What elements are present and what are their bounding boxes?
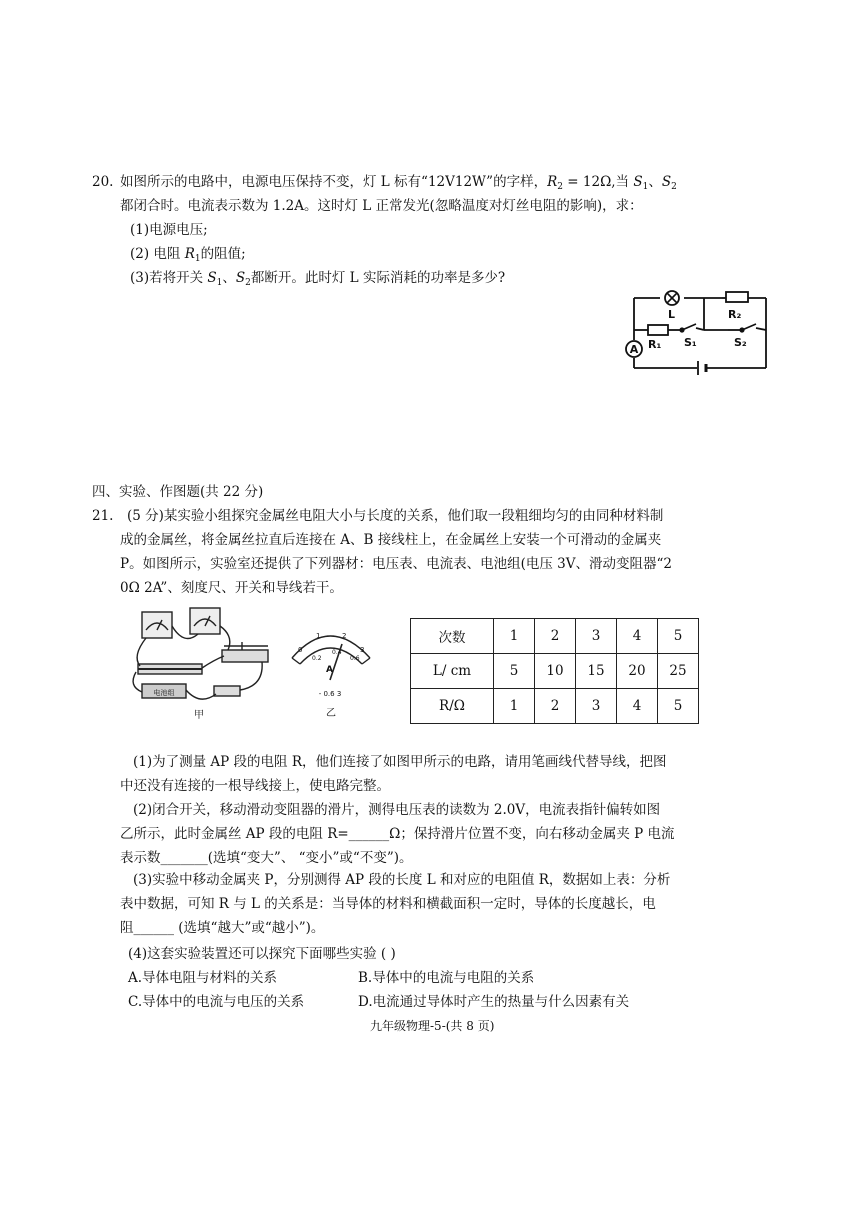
q21-part2-line2: 乙所示，此时金属丝 AP 段的电阻 R=______Ω；保持滑片位置不变，向右移动金属夹 P 电流 <box>120 826 675 842</box>
q20-line2: 都闭合时。电流表示数为 1.2A。这时灯 L 正常发光(忽略温度对灯丝电阻的影响)，求： <box>120 198 643 214</box>
s2-label: S₂ <box>734 336 747 349</box>
data-table <box>410 618 699 724</box>
figure-yi-ammeter <box>286 618 376 718</box>
table-cell: 10 <box>535 654 576 689</box>
r1-symbol: R <box>184 246 195 262</box>
q20-sub3-text: (3)若将开关 <box>130 270 208 286</box>
q21-line3: P。如图所示，实验室还提供了下列器材：电压表、电流表、电池组(电压 3V、滑动变阻器“2 <box>120 556 672 572</box>
r2-resistor <box>726 292 748 302</box>
s2-symbol: S <box>661 174 672 190</box>
figure-jia-apparatus <box>124 606 274 722</box>
q20-sub2 <box>130 244 246 269</box>
table-header-cell: L/ cm <box>411 654 494 689</box>
q20-sub2-text: (2) 电阻 <box>130 246 185 262</box>
s1-subscript: 1 <box>216 278 223 288</box>
s2-symbol: S <box>235 270 246 286</box>
scale-label-0: 0 <box>298 646 303 654</box>
r2-label: R₂ <box>728 308 742 321</box>
scale-label-3: 3 <box>360 646 365 654</box>
r2-symbol: R <box>547 174 558 190</box>
table-cell: 2 <box>535 689 576 724</box>
r1-label: R₁ <box>648 338 662 351</box>
table-cell: 3 <box>576 619 617 654</box>
ammeter-label: A <box>629 343 639 356</box>
q21-part4: (4)这套实验装置还可以探究下面哪些实验 ( ) <box>128 946 396 962</box>
q20-line1-text: 如图所示的电路中，电源电压保持不变，灯 L 标有“12V12W”的字样， <box>120 174 548 190</box>
battery-icon <box>698 361 706 375</box>
q21-part3-line1: (3)实验中移动金属夹 P，分别测得 AP 段的长度 L 和对应的电阻值 R，数据如上表：分析 <box>133 872 671 888</box>
r2-equation: = 12Ω,当 <box>563 174 634 190</box>
s1-symbol: S <box>207 270 217 286</box>
table-cell: 5 <box>658 619 699 654</box>
table-header-cell: 次数 <box>411 619 494 654</box>
table-row <box>411 654 699 689</box>
meter-terminals: - 0.6 3 <box>318 690 342 698</box>
table-cell: 1 <box>494 619 535 654</box>
q20-sub3 <box>130 268 505 293</box>
table-cell: 4 <box>617 689 658 724</box>
s2-subscript: 2 <box>245 278 251 288</box>
q21-number: 21. <box>92 508 114 524</box>
battery-label: 电池组 <box>153 689 175 697</box>
option-c: C.导体中的电流与电压的关系 <box>128 994 305 1010</box>
lamp-icon <box>665 291 679 305</box>
switch-s1-icon <box>680 324 696 332</box>
table-cell: 25 <box>658 654 699 689</box>
s2-subscript: 2 <box>671 182 677 192</box>
table-cell: 5 <box>494 654 535 689</box>
table-header-cell: R/Ω <box>411 689 494 724</box>
q20-line1 <box>120 172 677 197</box>
q21-part3-line3: 阻______ (选填“越大”或“越小”)。 <box>120 920 325 936</box>
page-footer: 九年级物理-5-(共 8 页) <box>370 1019 495 1033</box>
q21-line2: 成的金属丝，将金属丝拉直后连接在 A、B 接线柱上，在金属丝上安装一个可滑动的金属夹 <box>120 532 662 548</box>
q21-part1-line2: 中还没有连接的一根导线接上，使电路完整。 <box>120 778 390 794</box>
scale-label-0.2: 0.2 <box>312 655 322 662</box>
table-cell: 5 <box>658 689 699 724</box>
s1-symbol: S <box>633 174 643 190</box>
section-title: 四、实验、作图题(共 22 分) <box>92 484 264 500</box>
table-cell: 20 <box>617 654 658 689</box>
scale-label-2: 2 <box>342 632 347 640</box>
q21-part2-line1: (2)闭合开关，移动滑动变阻器的滑片，测得电压表的读数为 2.0V，电流表指针偏转如图 <box>133 802 661 818</box>
table-cell: 3 <box>576 689 617 724</box>
ammeter-icon <box>626 341 642 357</box>
q21-part1-line1: (1)为了测量 AP 段的电阻 R，他们连接了如图甲所示的电路，请用笔画线代替导线，把图 <box>133 754 667 770</box>
s1-subscript: 1 <box>642 182 649 192</box>
separator: 、 <box>222 270 236 286</box>
scale-label-1: 1 <box>316 632 321 640</box>
fig-jia-label: 甲 <box>194 710 204 721</box>
q21-part2-line3: 表示数_______(选填“变大”、 “变小”或“不变”)。 <box>120 850 413 866</box>
meter-letter: A <box>326 665 333 675</box>
table-row <box>411 619 699 654</box>
separator: 、 <box>648 174 662 190</box>
option-a: A.导体电阻与材料的关系 <box>128 970 278 986</box>
table-cell: 4 <box>617 619 658 654</box>
circuit-diagram <box>622 286 772 376</box>
q21-line4: 0Ω 2A”、刻度尺、开关和导线若干。 <box>120 580 343 596</box>
table-row <box>411 689 699 724</box>
table-cell: 15 <box>576 654 617 689</box>
fig-yi-label: 乙 <box>326 708 336 718</box>
s1-label: S₁ <box>684 336 697 349</box>
q20-sub3-tail: 都断开。此时灯 L 实际消耗的功率是多少? <box>250 270 506 286</box>
q20-number: 20. <box>92 174 114 190</box>
table-cell: 2 <box>535 619 576 654</box>
q21-part3-line2: 表中数据，可知 R 与 L 的关系是：当导体的材料和横截面积一定时，导体的长度越长，电 <box>120 896 656 912</box>
switch-s2-icon <box>740 324 756 332</box>
q21-line1: (5 分)某实验小组探究金属丝电阻大小与长度的关系，他们取一段粗细均匀的由同种材料制 <box>127 508 664 524</box>
r2-subscript: 2 <box>557 182 563 192</box>
lamp-label: L <box>668 308 676 321</box>
r1-subscript: 1 <box>194 254 201 264</box>
table-cell: 1 <box>494 689 535 724</box>
option-b: B.导体中的电流与电阻的关系 <box>358 970 535 986</box>
r1-resistor <box>648 325 668 335</box>
q20-sub2-tail: 的阻值; <box>200 246 246 262</box>
q20-sub1: (1)电源电压; <box>130 222 208 238</box>
scale-label-0.6: 0.6 <box>350 655 360 662</box>
option-d: D.电流通过导体时产生的热量与什么因素有关 <box>358 994 630 1010</box>
scale-label-0.4: 0.4 <box>332 649 342 656</box>
